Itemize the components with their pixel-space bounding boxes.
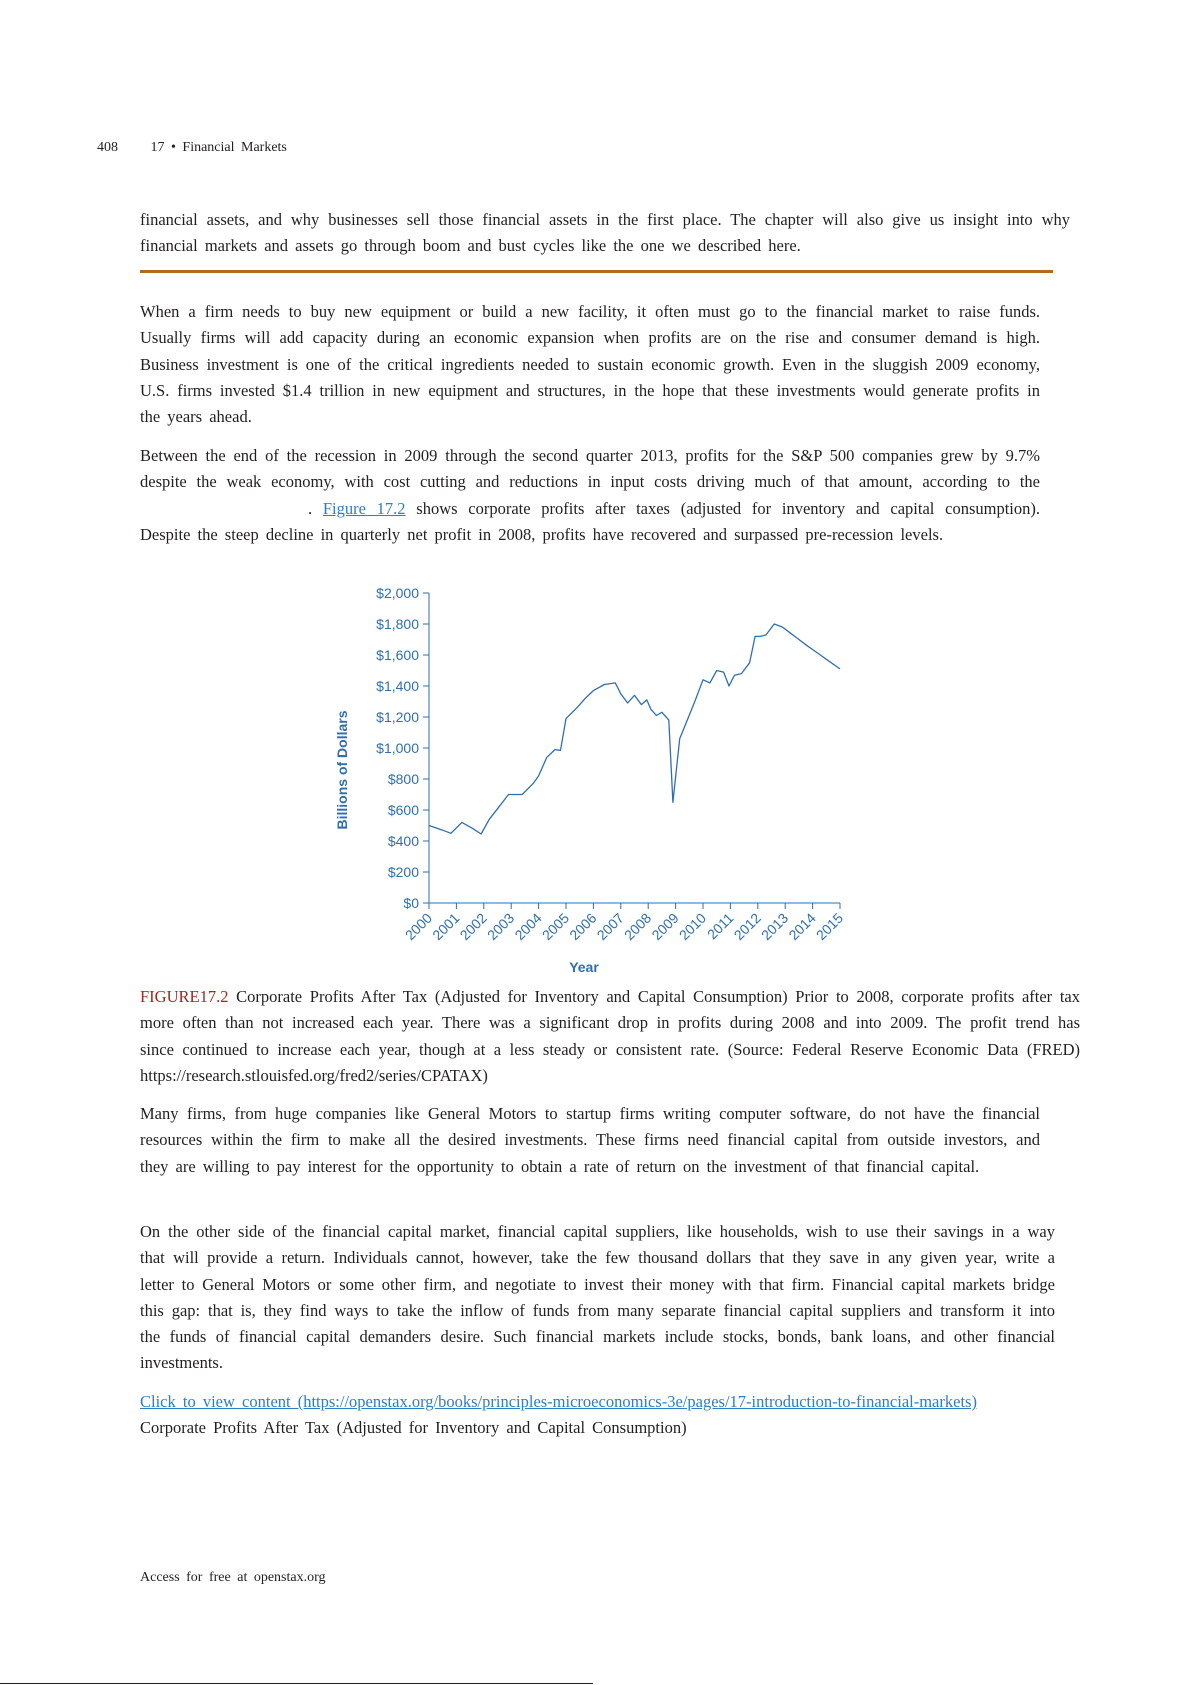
paragraph-text: shows corporate profits after taxes (adjusted for inventory and capital consumption). Despite the steep decline in quarterly net profit in 2008, profits have recovered and surpassed pre-recession levels.: [140, 498, 1040, 544]
paragraph-investment: When a firm needs to buy new equipment or build a new facility, it often must go to the financial market to raise funds. Usually firms will add capacity during an economic expansion when profits are on the rise and consumer demand is high. Business investment is one of the critical ingredients needed to sustain economic growth. Even in the sluggish 2009 economy, U.S. firms invested $1.4 trillion in new equipment and structures, in the hope that these investments would generate profits in the years ahead.: [140, 302, 1040, 427]
x-tick-label: 2003: [483, 909, 518, 944]
content-link-block: [140, 1389, 1040, 1442]
paragraph-profits: [140, 443, 1040, 548]
y-tick-label: $200: [387, 864, 419, 880]
figure-title: Corporate Profits After Tax (Adjusted for Inventory and Capital Consumption): [236, 987, 788, 1006]
page-number: 408: [97, 140, 118, 155]
paragraph-text: Between the end of the recession in 2009 through the second quarter 2013, profits for the S&P 500 companies grew by 9.7% despite the weak economy, with cost cutting and reductions in input costs driving much of that amount, according to the: [140, 446, 1040, 492]
x-tick-label: 2012: [730, 909, 764, 944]
running-header: [97, 140, 287, 156]
x-tick-label: 2013: [757, 909, 792, 944]
x-tick-label: 2001: [429, 909, 463, 944]
y-tick-label: $2,000: [376, 585, 419, 601]
x-tick-label: 2007: [593, 909, 627, 944]
paragraph-firms: Many firms, from huge companies like General Motors to startup firms writing computer software, do not have the financial resources within the firm to make all the desired investments. These firms need financial capital from outside investors, and they are willing to pay interest for the opportunity to obtain a rate of return on the investment of that financial capital.: [140, 1104, 1040, 1176]
footer: Access for free at openstax.org: [140, 1570, 326, 1585]
figure-caption-text: Prior to 2008, corporate profits after tax more often than not increased each year. There was a significant drop in profits during 2008 and into 2009. The profit trend has since continued to increase each year, though at a less steady or consistent rate. (Source: Federal Reserve Economic Data (FRED) https://research.stlouisfed.org/fred2/series/CPATAX): [140, 987, 1081, 1085]
x-tick-label: 2014: [785, 909, 819, 944]
y-tick-label: $1,000: [376, 740, 419, 756]
x-tick-label: 2006: [566, 909, 600, 944]
y-tick-label: $1,200: [376, 709, 419, 725]
x-tick-label: 2002: [456, 909, 490, 944]
x-axis: [402, 903, 846, 943]
y-tick-label: $1,600: [376, 647, 419, 663]
profits-series-line: [429, 624, 840, 834]
x-tick-label: 2008: [620, 909, 655, 944]
y-tick-label: $800: [387, 771, 419, 787]
x-tick-label: 2000: [401, 909, 436, 944]
y-tick-label: $400: [387, 833, 419, 849]
y-tick-label: $600: [387, 802, 419, 818]
y-axis: [376, 585, 429, 911]
x-axis-label: Year: [569, 959, 599, 975]
section-divider: [140, 270, 1053, 273]
chapter-title: 17 • Financial Markets: [150, 140, 287, 155]
view-content-link[interactable]: Click to view content (https://openstax.org/books/principles-microeconomics-3e/pages/17-introduction-to-financial-markets): [140, 1392, 977, 1411]
corporate-profits-chart: [330, 578, 870, 978]
y-tick-label: $0: [403, 895, 419, 911]
content-title: Corporate Profits After Tax (Adjusted for Inventory and Capital Consumption): [140, 1418, 687, 1438]
paragraph-suppliers: On the other side of the financial capital market, financial capital suppliers, like households, wish to use their savings in a way that will provide a return. Individuals cannot, however, take the few thousand dollars that they save in any given year, write a letter to General Motors or some other firm, and negotiate to invest their money with that firm. Financial capital markets bridge this gap: that is, they find ways to take the inflow of funds from many separate financial capital suppliers and transform it into the funds of financial capital demanders desire. Such financial markets include stocks, bonds, bank loans, and other financial investments.: [140, 1222, 1055, 1373]
figure-caption: [140, 984, 1080, 1089]
x-tick-label: 2004: [511, 909, 545, 944]
x-tick-label: 2011: [703, 909, 737, 943]
y-axis-label: Billions of Dollars: [334, 710, 350, 830]
bottom-rule: [0, 1683, 593, 1684]
x-tick-label: 2005: [538, 909, 573, 944]
x-tick-label: 2010: [675, 909, 710, 944]
period: .: [308, 498, 313, 518]
y-tick-label: $1,400: [376, 678, 419, 694]
intro-paragraph: financial assets, and why businesses sell those financial assets in the first place. The chapter will also give us insight into why financial markets and assets go through boom and bust cycles like the one we described here.: [140, 210, 1070, 256]
x-tick-label: 2009: [648, 909, 682, 944]
figure-label: FIGURE17.2: [140, 987, 229, 1006]
chart-series: [429, 624, 840, 834]
x-tick-label: 2015: [812, 909, 847, 944]
y-tick-label: $1,800: [376, 616, 419, 632]
figure-17-2-link[interactable]: Figure 17.2: [322, 498, 406, 518]
